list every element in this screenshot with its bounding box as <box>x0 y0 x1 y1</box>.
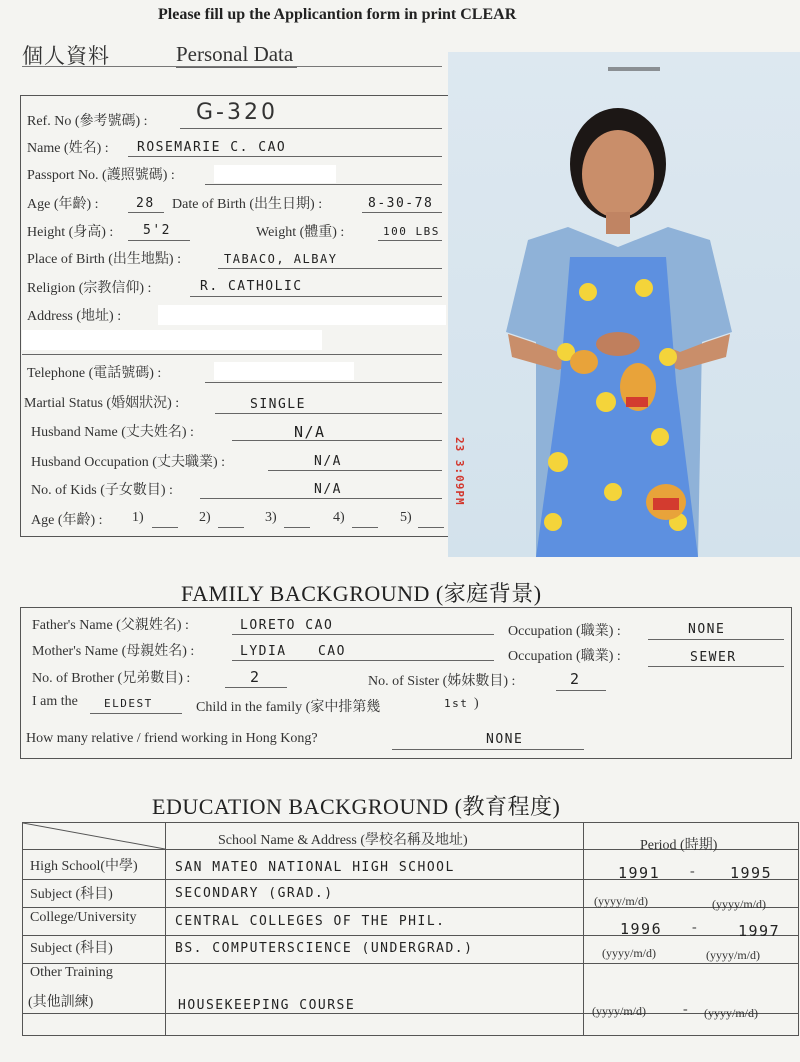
father-line <box>232 634 494 635</box>
ref-line <box>180 128 442 129</box>
pob-line <box>218 268 442 269</box>
edu-row-3-dash: - <box>692 920 697 935</box>
father-value[interactable]: LORETO CAO <box>240 618 334 633</box>
edu-row-5-label: Other Training <box>30 965 113 980</box>
mother-occ-label: Occupation (職業) : <box>508 649 621 664</box>
edu-row-5-from-hint: (yyyy/m/d) <box>592 1004 646 1018</box>
mother-value[interactable]: LYDIA CAO <box>240 644 346 659</box>
kids-age-label: Age (年齡) : <box>31 513 103 528</box>
photo-timestamp: 23 3:09PM <box>453 437 466 506</box>
education-title: EDUCATION BACKGROUND (教育程度) <box>152 794 561 819</box>
address-redacted-2 <box>22 330 322 350</box>
address-redacted <box>158 305 446 325</box>
row-line-5 <box>23 963 798 964</box>
edu-row-2-to-hint: (yyyy/m/d) <box>712 897 766 911</box>
father-occ-value[interactable]: NONE <box>688 622 726 637</box>
religion-value[interactable]: R. CATHOLIC <box>200 279 303 294</box>
marital-line <box>215 413 442 414</box>
col-line-1 <box>165 823 166 1035</box>
form-instruction: Please fill up the Applicantion form in print CLEAR <box>158 6 517 23</box>
edu-row-3-value[interactable]: CENTRAL COLLEGES OF THE PHIL. <box>175 914 446 929</box>
pob-value[interactable]: TABACO, ALBAY <box>224 252 338 266</box>
telephone-line <box>205 382 442 383</box>
applicant-photo <box>448 52 800 557</box>
edu-row-1-to[interactable]: 1995 <box>730 864 773 882</box>
row-line-3 <box>23 907 798 908</box>
father-occ-line <box>648 639 784 640</box>
husband-occ-line <box>268 470 442 471</box>
address-line <box>22 354 442 355</box>
iam-label: I am the <box>32 694 78 709</box>
kids-age-line-1 <box>152 527 178 528</box>
child-close: ) <box>474 696 479 711</box>
edu-row-5-label-cn: (其他訓練) <box>28 995 94 1010</box>
weight-line <box>378 240 442 241</box>
school-header: School Name & Address (學校名稱及地址) <box>218 833 468 848</box>
sister-value[interactable]: 2 <box>570 670 581 688</box>
passport-line <box>205 184 442 185</box>
iam-line <box>90 713 182 714</box>
height-line <box>128 240 190 241</box>
kids-label: No. of Kids (子女數目) : <box>31 483 173 498</box>
kids-age-line-4 <box>352 527 378 528</box>
edu-row-4-to-hint: (yyyy/m/d) <box>706 948 760 962</box>
edu-row-3-from[interactable]: 1996 <box>620 920 663 938</box>
kids-age-line-5 <box>418 527 444 528</box>
row-line-6 <box>23 1013 798 1014</box>
religion-line <box>190 296 442 297</box>
weight-value[interactable]: 100 LBS <box>383 225 440 238</box>
husband-occ-value[interactable]: N/A <box>314 454 342 469</box>
relative-value[interactable]: NONE <box>486 732 524 747</box>
mother-occ-value[interactable]: SEWER <box>690 650 737 665</box>
kids-age-slot-1: 1) <box>132 510 144 525</box>
husband-name-value[interactable]: N/A <box>294 423 326 441</box>
edu-row-5-to-hint: (yyyy/m/d) <box>704 1006 758 1020</box>
family-title: FAMILY BACKGROUND (家庭背景) <box>181 581 542 606</box>
brother-line <box>225 687 287 688</box>
personal-title-en: Personal Data <box>176 42 297 68</box>
kids-age-line-3 <box>284 527 310 528</box>
edu-row-1-label: High School(中學) <box>30 859 138 874</box>
relative-label: How many relative / friend working in Hong Kong? <box>26 731 318 746</box>
age-value[interactable]: 28 <box>136 196 155 211</box>
edu-row-1-value[interactable]: SAN MATEO NATIONAL HIGH SCHOOL <box>175 860 455 875</box>
husband-name-label: Husband Name (丈夫姓名) : <box>31 425 194 440</box>
telephone-redacted <box>214 362 354 380</box>
brother-value[interactable]: 2 <box>250 668 261 686</box>
edu-row-5-dash: - <box>683 1002 688 1017</box>
mother-occ-line <box>648 666 784 667</box>
col-line-2 <box>583 823 584 1035</box>
passport-label: Passport No. (護照號碼) : <box>27 168 175 183</box>
row-line-4 <box>23 935 798 936</box>
relative-line <box>392 749 584 750</box>
kids-line <box>200 498 442 499</box>
header-diagonal <box>23 823 165 849</box>
edu-row-2-from-hint: (yyyy/m/d) <box>594 894 648 908</box>
edu-row-2-value[interactable]: SECONDARY (GRAD.) <box>175 886 334 901</box>
passport-redacted <box>214 165 336 183</box>
weight-label: Weight (體重) : <box>256 225 345 240</box>
row-line-2 <box>23 879 798 880</box>
height-value[interactable]: 5'2 <box>143 223 171 238</box>
kids-age-slot-2: 2) <box>199 510 211 525</box>
child-value[interactable]: 1st <box>444 697 469 710</box>
height-label: Height (身高) : <box>27 225 114 240</box>
child-label: Child in the family (家中排第幾 <box>196 700 381 715</box>
edu-row-2-label: Subject (科目) <box>30 887 113 902</box>
name-line <box>128 156 442 157</box>
edu-row-3-to[interactable]: 1997 <box>738 922 781 940</box>
mother-label: Mother's Name (母親姓名) : <box>32 644 195 659</box>
edu-row-5-value[interactable]: HOUSEKEEPING COURSE <box>178 998 356 1013</box>
sister-line <box>556 690 606 691</box>
kids-age-slot-3: 3) <box>265 510 277 525</box>
husband-name-line <box>232 440 442 441</box>
pob-label: Place of Birth (出生地點) : <box>27 252 181 267</box>
edu-row-1-dash: - <box>690 864 695 879</box>
name-value[interactable]: ROSEMARIE C. CAO <box>137 140 287 155</box>
mother-line <box>232 660 494 661</box>
edu-row-4-from-hint: (yyyy/m/d) <box>602 946 656 960</box>
sister-label: No. of Sister (姊妹數目) : <box>368 674 516 689</box>
kids-age-slot-5: 5) <box>400 510 412 525</box>
marital-label: Martial Status (婚姻狀況) : <box>24 396 180 411</box>
husband-occ-label: Husband Occupation (丈夫職業) : <box>31 455 226 470</box>
iam-value[interactable]: ELDEST <box>104 697 153 710</box>
title-underline <box>22 66 442 67</box>
name-label: Name (姓名) : <box>27 141 109 156</box>
applicant-photo-art <box>448 52 800 557</box>
edu-row-1-from[interactable]: 1991 <box>618 864 661 882</box>
kids-value[interactable]: N/A <box>314 482 342 497</box>
religion-label: Religion (宗教信仰) : <box>27 281 152 296</box>
age-label: Age (年齡) : <box>27 197 99 212</box>
personal-title-cn: 個人資料 <box>22 44 110 68</box>
father-occ-label: Occupation (職業) : <box>508 624 621 639</box>
edu-row-4-value[interactable]: BS. COMPUTERSCIENCE (UNDERGRAD.) <box>175 941 474 956</box>
kids-age-slot-4: 4) <box>333 510 345 525</box>
edu-row-3-label: College/University <box>30 910 137 925</box>
dob-label: Date of Birth (出生日期) : <box>172 197 323 212</box>
brother-label: No. of Brother (兄弟數目) : <box>32 671 191 686</box>
address-label: Address (地址) : <box>27 309 122 324</box>
ref-value[interactable]: G-320 <box>196 100 278 125</box>
edu-row-4-label: Subject (科目) <box>30 941 113 956</box>
kids-age-line-2 <box>218 527 244 528</box>
father-label: Father's Name (父親姓名) : <box>32 618 189 633</box>
telephone-label: Telephone (電話號碼) : <box>27 366 162 381</box>
dob-line <box>362 212 442 213</box>
dob-value[interactable]: 8-30-78 <box>368 196 434 211</box>
ref-label: Ref. No (參考號碼) : <box>27 114 148 129</box>
age-line <box>128 212 164 213</box>
period-header: Period (時期) <box>640 838 718 853</box>
marital-value[interactable]: SINGLE <box>250 397 306 412</box>
